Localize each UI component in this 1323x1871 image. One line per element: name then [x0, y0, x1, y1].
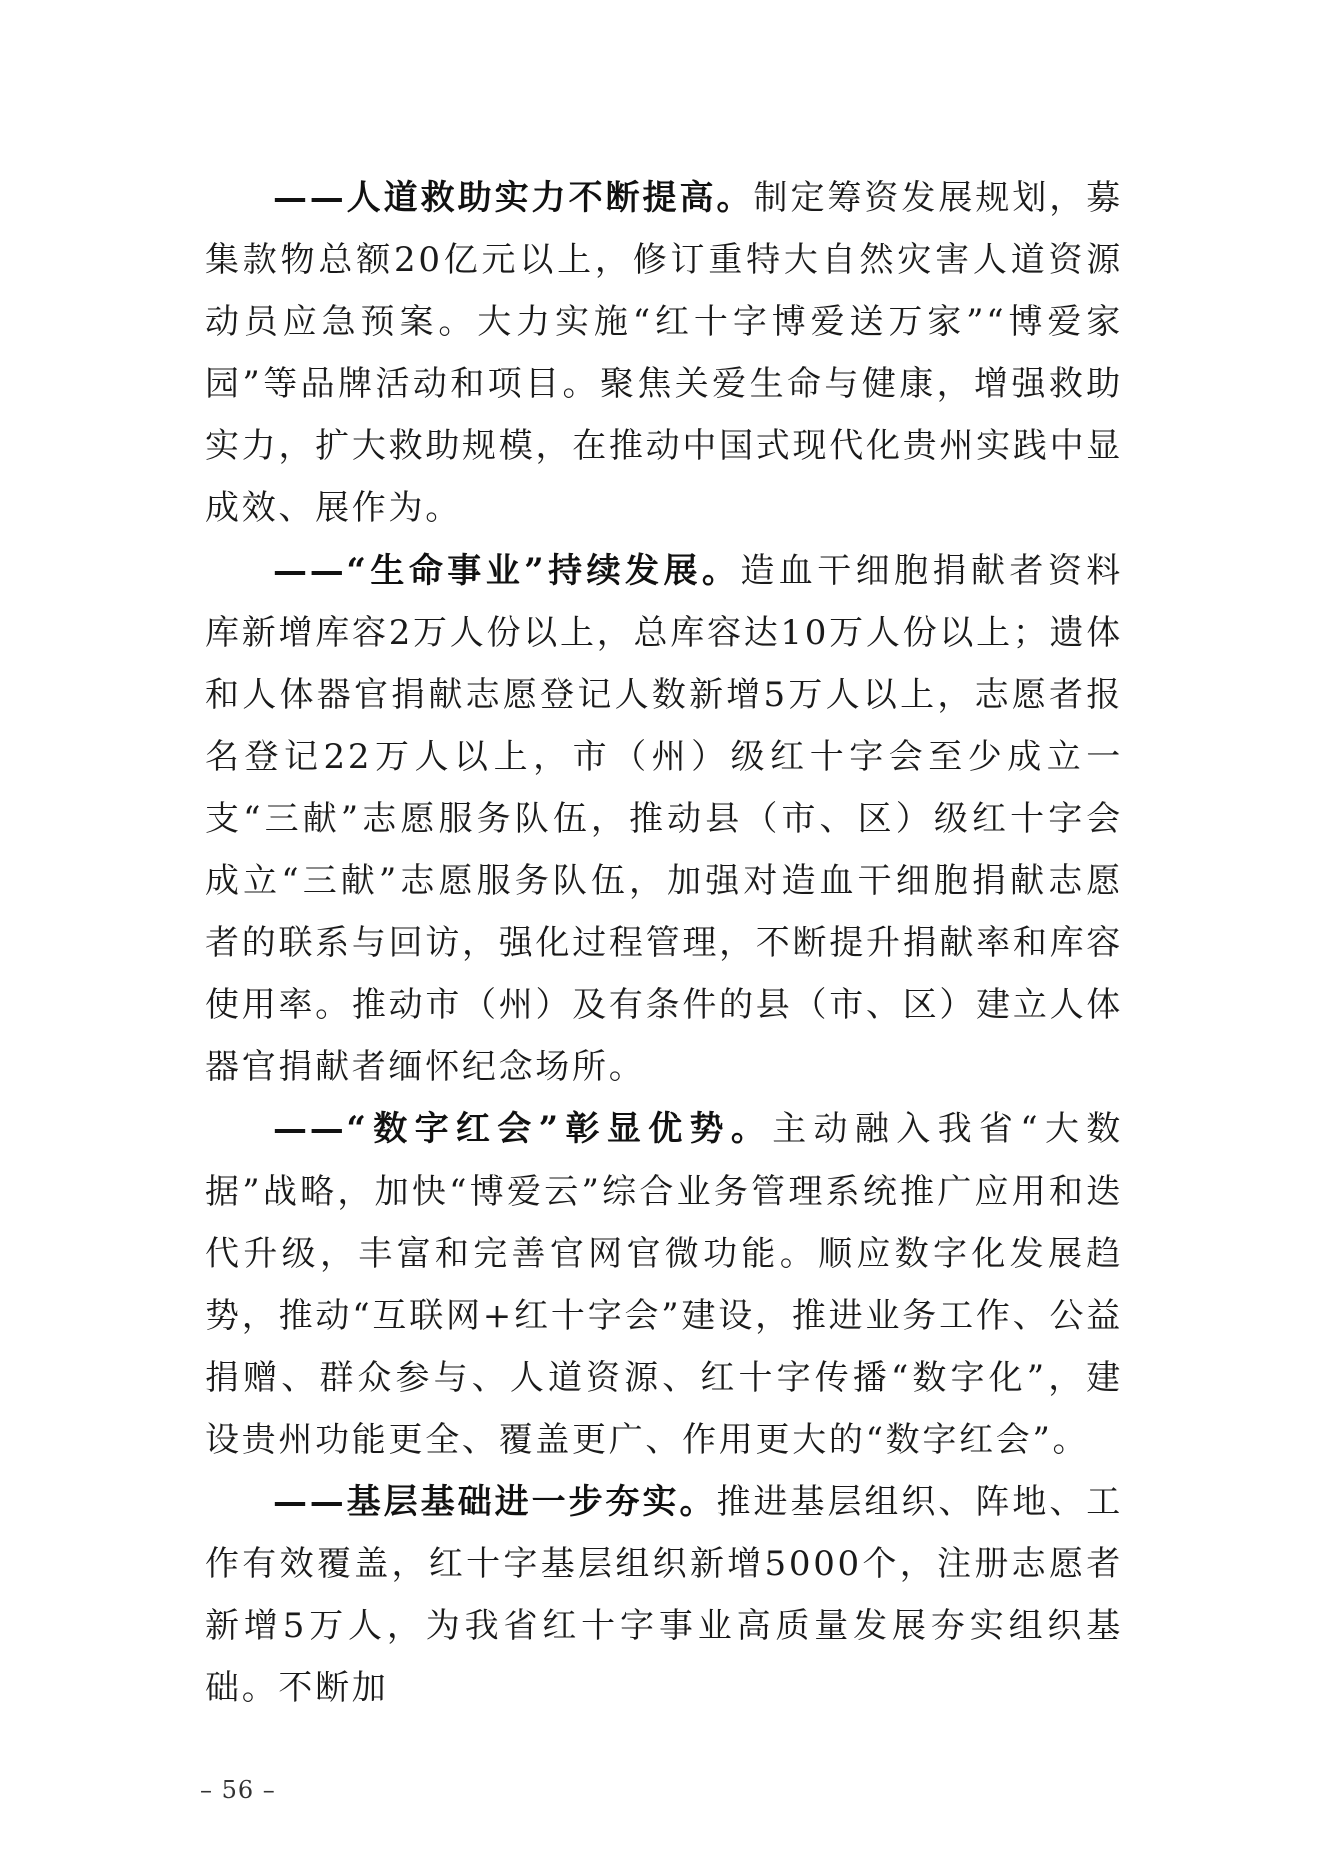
- document-body: [205, 167, 1123, 1719]
- paragraph-text: 造血干细胞捐献者资料库新增库容2万人份以上，总库容达10万人份以上；遗体和人体器官捐献志愿登记人数新增5万人以上，志愿者报名登记22万人以上，市（州）级红十字会至少成立一支“三献”志愿服务队伍，推动县（市、区）级红十字会成立“三献”志愿服务队伍，加强对造血干细胞捐献志愿者的联系与回访，强化过程管理，不断提升捐献率和库容使用率。推动市（州）及有条件的县（市、区）建立人体器官捐献者缅怀纪念场所。: [205, 550, 1123, 1088]
- paragraph-digital-red-cross: [205, 1098, 1123, 1471]
- paragraph-grassroots: [205, 1471, 1123, 1719]
- paragraph-text: 主动融入我省“大数据”战略，加快“博爱云”综合业务管理系统推广应用和迭代升级，丰富和完善官网官微功能。顺应数字化发展趋势，推动“互联网+红十字会”建设，推进业务工作、公益捐赠、群众参与、人道资源、红十字传播“数字化”，建设贵州功能更全、覆盖更广、作用更大的“数字红会”。: [205, 1109, 1123, 1460]
- paragraph-heading: ——“数字红会”彰显优势。: [273, 1109, 773, 1150]
- paragraph-text: 推进基层组织、阵地、工作有效覆盖，红十字基层组织新增5000个，注册志愿者新增5万人，为我省红十字事业高质量发展夯实组织基础。不断加: [205, 1481, 1124, 1709]
- paragraph-life-cause: [205, 540, 1123, 1099]
- paragraph-heading: ——“生命事业”持续发展。: [273, 550, 741, 591]
- paragraph-text: 制定筹资发展规划，募集款物总额20亿元以上，修订重特大自然灾害人道资源动员应急预案。大力实施“红十字博爱送万家”“博爱家园”等品牌活动和项目。聚焦关爱生命与健康，增强救助实力，扩大救助规模，在推动中国式现代化贵州实践中显成效、展作为。: [205, 178, 1123, 529]
- paragraph-heading: ——基层基础进一步夯实。: [273, 1481, 717, 1522]
- page-number: – 56 –: [200, 1776, 276, 1804]
- paragraph-humanitarian-aid: [205, 167, 1123, 540]
- paragraph-heading: ——人道救助实力不断提高。: [273, 178, 754, 218]
